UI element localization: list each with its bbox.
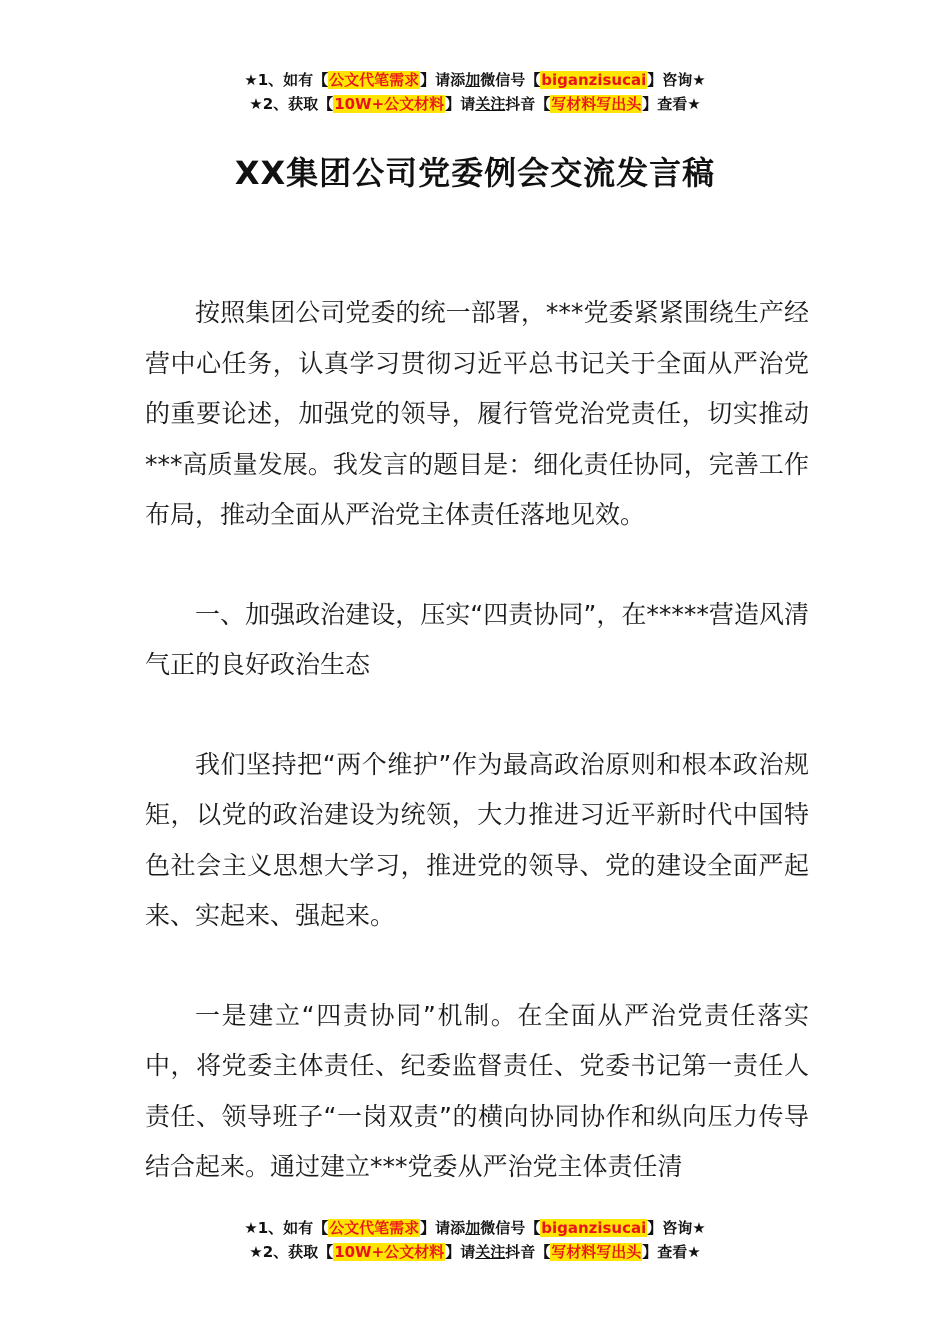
promo-line-1: ★1、如有【公文代笔需求】请添加微信号【biganzisucai】咨询★ <box>244 1219 706 1237</box>
promo-douyin-id: 写材料写出头 <box>551 95 642 113</box>
paragraph-intro: 按照集团公司党委的统一部署，***党委紧紧围绕生产经营中心任务，认真学习贯彻习近平总书记关于全面从严治党的重要论述，加强党的领导，履行管党治党责任，切实推动***高质量发展。我发言的题目是：细化责任协同，完善工作布局，推动全面从严治党主体责任落地见效。 <box>145 298 809 529</box>
document-body <box>145 288 809 1242</box>
footer-promo-banner <box>0 1216 950 1264</box>
promo-line-2: ★2、获取【10W+公文材料】请关注抖音【写材料写出头】查看★ <box>249 1243 701 1261</box>
promo-douyin-id: 写材料写出头 <box>551 1243 642 1261</box>
section-heading-1: 一、加强政治建设，压实“四责协同”，在*****营造风清气正的良好政治生态 <box>145 599 809 679</box>
paragraph-political-construction: 我们坚持把“两个维护”作为最高政治原则和根本政治规矩，以党的政治建设为统领，大力推进习近平新时代中国特色社会主义思想大学习，推进党的领导、党的建设全面严起来、实起来、强起来。 <box>145 749 809 930</box>
document-title: XX集团公司党委例会交流发言稿 <box>234 154 716 192</box>
promo-highlight: 10W+公文材料 <box>334 95 445 113</box>
promo-wechat-id: biganzisucai <box>541 1219 647 1237</box>
promo-line-2: ★2、获取【10W+公文材料】请关注抖音【写材料写出头】查看★ <box>249 95 701 113</box>
promo-wechat-id: biganzisucai <box>541 71 647 89</box>
promo-highlight: 公文代笔需求 <box>329 1219 420 1237</box>
promo-highlight: 10W+公文材料 <box>334 1243 445 1261</box>
header-promo-banner <box>0 68 950 116</box>
paragraph-four-responsibilities: 一是建立“四责协同”机制。在全面从严治党责任落实中，将党委主体责任、纪委监督责任、党委书记第一责任人责任、领导班子“一岗双责”的横向协同协作和纵向压力传导结合起来。通过建立***党委从严治党主体责任清 <box>145 1000 809 1181</box>
promo-line-1: ★1、如有【公文代笔需求】请添加微信号【biganzisucai】咨询★ <box>244 71 706 89</box>
promo-highlight: 公文代笔需求 <box>329 71 420 89</box>
